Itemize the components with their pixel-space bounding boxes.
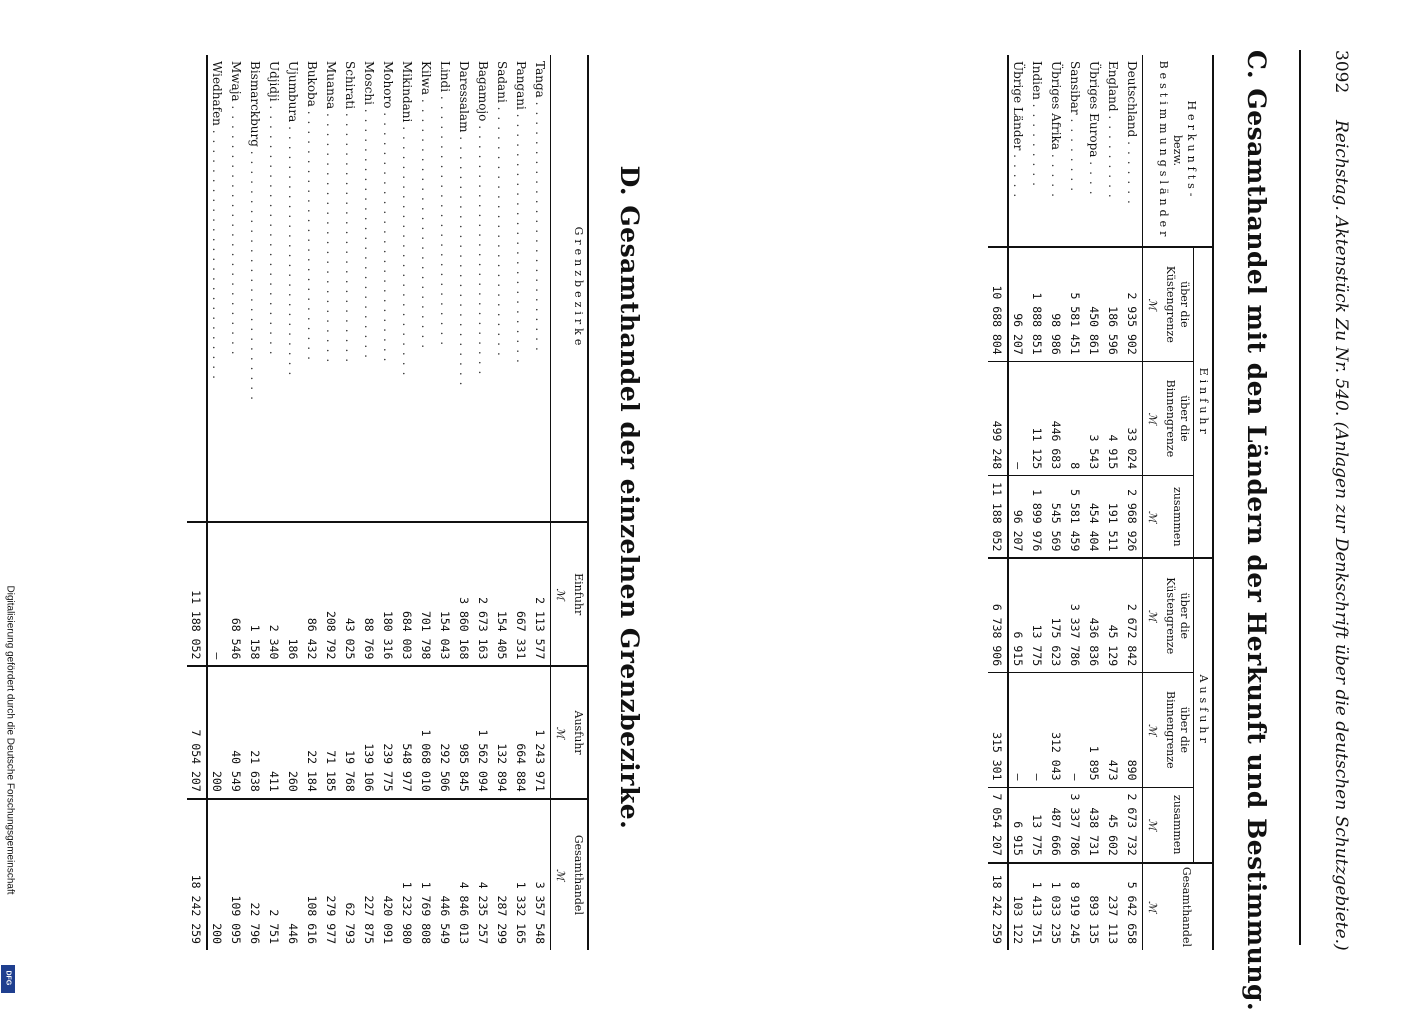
cell-ausfuhr-binnen: 890 (1123, 673, 1143, 787)
cell-ausfuhr-binnen: 1 895 (1085, 673, 1104, 787)
cell-gesamthandel: 4 235 257 (474, 799, 493, 950)
column-header-ausfuhr-binnen: über die Binnengrenze (1161, 673, 1194, 787)
cell-einfuhr-kuste: 1 888 851 (1028, 247, 1047, 361)
cell-einfuhr-zusammen: 545 569 (1047, 476, 1066, 559)
column-header-einfuhr-binnen: über die Binnengrenze (1161, 361, 1194, 475)
cell-einfuhr-kuste: 96 207 (1008, 247, 1028, 361)
cell-gesamthandel: 2 751 (265, 799, 284, 950)
section-d-title: D. Gesamthandel der einzelnen Grenzbezirke. (615, 165, 644, 830)
table-row: Pangani .......................... 667 331 664 884 1 332 165 (512, 55, 531, 950)
total-ausfuhr-zusammen: 7 054 207 (988, 787, 1008, 863)
district-name: Kilwa (419, 61, 434, 96)
cell-einfuhr: — (207, 522, 227, 666)
table-row: Mikindani .......................... 684 003 548 977 1 232 980 (398, 55, 417, 950)
cell-ausfuhr-zusammen: 3 337 786 (1066, 787, 1085, 863)
grenzbezirke-rows (207, 55, 551, 950)
country-name: Deutschland (1125, 61, 1140, 138)
cell-gesamthandel: 237 113 (1104, 863, 1123, 950)
running-header (1319, 50, 1359, 951)
column-header-einfuhr: Einfuhr (1194, 247, 1214, 558)
unit-mark: ℳ (1143, 361, 1162, 475)
cell-gesamthandel: 103 122 (1008, 863, 1028, 950)
cell-einfuhr-binnen: 11 125 (1028, 361, 1047, 475)
cell-einfuhr: 43 025 (341, 522, 360, 666)
cell-einfuhr-zusammen: 2 968 926 (1123, 476, 1143, 559)
total-einfuhr: 11 188 052 (187, 522, 207, 666)
cell-einfuhr: 86 432 (303, 522, 322, 666)
cell-ausfuhr: 132 894 (493, 666, 512, 798)
cell-ausfuhr-kuste: 13 775 (1028, 558, 1047, 672)
cell-ausfuhr: 71 185 (322, 666, 341, 798)
cell-ausfuhr-binnen: — (1008, 673, 1028, 787)
unit-mark: ℳ (551, 799, 570, 950)
dfg-logo-text: DFG (4, 970, 12, 986)
cell-gesamthandel: 420 091 (379, 799, 398, 950)
cell-gesamthandel: 1 332 165 (512, 799, 531, 950)
cell-einfuhr-binnen: 33 024 (1123, 361, 1143, 475)
column-header-grenzbezirke: Grenzbezirke (572, 226, 585, 350)
cell-ausfuhr: 985 845 (455, 666, 474, 798)
cell-gesamthandel: 446 549 (436, 799, 455, 950)
table-row: Indien ......... 1 888 851 11 125 1 899 976 13 775 — 13 775 1 413 751 (1028, 55, 1047, 950)
cell-gesamthandel: 1 769 808 (417, 799, 436, 950)
column-header-ausfuhr: Ausfuhr (569, 666, 588, 798)
district-name: Wiedhafen (210, 61, 225, 126)
cell-einfuhr-zusammen: 454 404 (1085, 476, 1104, 559)
cell-einfuhr: 667 331 (512, 522, 531, 666)
column-label-line-1: Herkunfts- (1185, 100, 1199, 201)
table-row: Ujumbura .......................... 186 260 446 (284, 55, 303, 950)
district-name: Bismarckburg (248, 61, 263, 147)
district-name: Ujumbura (286, 61, 301, 123)
district-name: Mohoro (381, 61, 396, 109)
total-einfuhr-zusammen: 11 188 052 (988, 476, 1008, 559)
cell-gesamthandel: 3 357 548 (531, 799, 551, 950)
cell-einfuhr: 180 316 (379, 522, 398, 666)
table-row: Sansibar ........ 5 581 451 8 5 581 459 3 337 786 — 3 337 786 8 919 245 (1066, 55, 1085, 950)
cell-einfuhr: 88 769 (360, 522, 379, 666)
cell-ausfuhr: 548 977 (398, 666, 417, 798)
district-name: Lindi (438, 61, 453, 93)
table-row: Übriges Afrika ..... 98 986 446 683 545 569 175 623 312 043 487 666 1 033 235 (1047, 55, 1066, 950)
cell-ausfuhr: 411 (265, 666, 284, 798)
unit-mark: ℳ (551, 522, 570, 666)
cell-einfuhr-kuste: 186 596 (1104, 247, 1123, 361)
cell-einfuhr: 3 860 168 (455, 522, 474, 666)
cell-ausfuhr-zusammen: 6 915 (1008, 787, 1028, 863)
district-name: Daressalam (457, 61, 472, 133)
total-einfuhr-binnen: 499 248 (988, 361, 1008, 475)
cell-ausfuhr-binnen: 312 043 (1047, 673, 1066, 787)
unit-mark: ℳ (551, 666, 570, 798)
cell-einfuhr: 186 (284, 522, 303, 666)
total-einfuhr-kuste: 10 688 804 (988, 247, 1008, 361)
cell-ausfuhr-kuste: 45 129 (1104, 558, 1123, 672)
cell-ausfuhr-binnen: — (1066, 673, 1085, 787)
table-row: Bagamojo .......................... 2 673 163 1 562 094 4 235 257 (474, 55, 493, 950)
table-row: Übrige Länder ..... 96 207 — 96 207 6 915 — 6 915 103 122 (1008, 55, 1028, 950)
table-row: Bukoba .......................... 86 432 22 184 108 616 (303, 55, 322, 950)
table-row: Bismarckburg .......................... 1 158 21 638 22 796 (246, 55, 265, 950)
table-row: Wiedhafen .......................... — 200 200 (207, 55, 227, 950)
cell-einfuhr: 2 113 577 (531, 522, 551, 666)
unit-mark: ℳ (1143, 787, 1162, 863)
country-name: Übriges Afrika (1049, 61, 1064, 151)
district-name: Mwaja (229, 61, 244, 102)
unit-mark: ℳ (1143, 673, 1162, 787)
cell-ausfuhr-zusammen: 2 673 732 (1123, 787, 1143, 863)
cell-einfuhr-zusammen: 191 511 (1104, 476, 1123, 559)
table-row: Muansa .......................... 208 792 71 185 279 977 (322, 55, 341, 950)
column-header-ausfuhr-kuste: über die Küstengrenze (1161, 558, 1194, 672)
section-c-title: C. Gesamthandel mit den Ländern der Herkunft und Bestimmung. (1242, 50, 1271, 1011)
total-ausfuhr-kuste: 6 738 906 (988, 558, 1008, 672)
cell-einfuhr-kuste: 98 986 (1047, 247, 1066, 361)
cell-gesamthandel: 5 642 658 (1123, 863, 1143, 950)
country-name: Übriges Europa (1087, 61, 1102, 158)
cell-einfuhr: 2 673 163 (474, 522, 493, 666)
dfg-logo (1, 965, 15, 993)
cell-einfuhr: 684 003 (398, 522, 417, 666)
cell-einfuhr-binnen: 3 543 (1085, 361, 1104, 475)
table-herkunft-bestimmung (988, 55, 1214, 950)
cell-ausfuhr: 200 (207, 666, 227, 798)
cell-ausfuhr-zusammen: 13 775 (1028, 787, 1047, 863)
district-name: Bagamojo (476, 61, 491, 122)
cell-gesamthandel: 22 796 (246, 799, 265, 950)
cell-ausfuhr-kuste: 436 836 (1085, 558, 1104, 672)
cell-ausfuhr: 21 638 (246, 666, 265, 798)
cell-einfuhr: 68 546 (227, 522, 246, 666)
cell-ausfuhr: 40 549 (227, 666, 246, 798)
district-name: Tanga (533, 61, 548, 98)
cell-einfuhr: 208 792 (322, 522, 341, 666)
digitization-note (0, 585, 16, 1000)
table-row: Lindi .......................... 154 043 292 506 446 549 (436, 55, 455, 950)
cell-ausfuhr-kuste: 3 337 786 (1066, 558, 1085, 672)
district-name: Moschi (362, 61, 377, 105)
cell-ausfuhr-kuste: 175 623 (1047, 558, 1066, 672)
cell-einfuhr-kuste: 450 861 (1085, 247, 1104, 361)
cell-gesamthandel: 200 (207, 799, 227, 950)
column-header-countries (1143, 55, 1214, 247)
table-row: Udjidji .......................... 2 340 411 2 751 (265, 55, 284, 950)
cell-einfuhr: 2 340 (265, 522, 284, 666)
cell-einfuhr-binnen: 4 915 (1104, 361, 1123, 475)
cell-ausfuhr-binnen: 473 (1104, 673, 1123, 787)
column-header-einfuhr-zusammen: zusammen (1161, 476, 1194, 559)
cell-ausfuhr-binnen: — (1028, 673, 1047, 787)
column-header-gesamthandel: Gesamthandel (1161, 863, 1213, 950)
table-row: Daressalam .......................... 3 860 168 985 845 4 846 013 (455, 55, 474, 950)
cell-ausfuhr-kuste: 2 672 842 (1123, 558, 1143, 672)
cell-gesamthandel: 446 (284, 799, 303, 950)
district-name: Muansa (324, 61, 339, 110)
column-label-line-3: Bestimmungsländer (1157, 60, 1171, 241)
country-name: Sansibar (1068, 61, 1083, 115)
country-name: England (1106, 61, 1121, 112)
total-ausfuhr: 7 054 207 (187, 666, 207, 798)
column-header-einfuhr-kuste: über die Küstengrenze (1161, 247, 1194, 361)
column-header-einfuhr: Einfuhr (569, 522, 588, 666)
table-row: England ......... 186 596 4 915 191 511 45 129 473 45 602 237 113 (1104, 55, 1123, 950)
cell-gesamthandel: 108 616 (303, 799, 322, 950)
cell-gesamthandel: 1 413 751 (1028, 863, 1047, 950)
cell-ausfuhr: 1 243 971 (531, 666, 551, 798)
cell-einfuhr-zusammen: 5 581 459 (1066, 476, 1085, 559)
cell-gesamthandel: 4 846 013 (455, 799, 474, 950)
country-name: Übrige Länder (1011, 61, 1026, 151)
table-row: Übriges Europa .... 450 861 3 543 454 404 436 836 1 895 438 731 893 135 (1085, 55, 1104, 950)
cell-gesamthandel: 109 095 (227, 799, 246, 950)
total-ausfuhr-binnen: 315 301 (988, 673, 1008, 787)
district-name: Mikindani (400, 61, 415, 123)
cell-gesamthandel: 893 135 (1085, 863, 1104, 950)
cell-ausfuhr-zusammen: 438 731 (1085, 787, 1104, 863)
cell-gesamthandel: 279 977 (322, 799, 341, 950)
table-row: Mwaja .......................... 68 546 40 549 109 095 (227, 55, 246, 950)
table-row: Tanga .......................... 2 113 577 1 243 971 3 357 548 (531, 55, 551, 950)
cell-gesamthandel: 8 919 245 (1066, 863, 1085, 950)
column-header-gesamthandel: Gesamthandel (569, 799, 588, 950)
table-row: Schirati .......................... 43 025 19 768 62 793 (341, 55, 360, 950)
column-header-ausfuhr: Ausfuhr (1194, 558, 1214, 862)
cell-einfuhr-binnen: 446 683 (1047, 361, 1066, 475)
total-row (187, 55, 207, 950)
total-gesamthandel: 18 242 259 (187, 799, 207, 950)
cell-gesamthandel: 1 033 235 (1047, 863, 1066, 950)
cell-gesamthandel: 1 232 980 (398, 799, 417, 950)
cell-ausfuhr: 22 184 (303, 666, 322, 798)
cell-einfuhr-zusammen: 96 207 (1008, 476, 1028, 559)
table-row: Moschi .......................... 88 769 139 106 227 875 (360, 55, 379, 950)
cell-einfuhr-binnen: 8 (1066, 361, 1085, 475)
country-name: Indien (1030, 61, 1045, 100)
district-name: Pangani (514, 61, 529, 110)
cell-einfuhr: 701 798 (417, 522, 436, 666)
district-name: Sadani (495, 61, 510, 103)
unit-mark: ℳ (1143, 558, 1162, 672)
cell-ausfuhr: 19 768 (341, 666, 360, 798)
column-header-ausfuhr-zusammen: zusammen (1161, 787, 1194, 863)
cell-einfuhr: 154 043 (436, 522, 455, 666)
cell-ausfuhr: 260 (284, 666, 303, 798)
cell-ausfuhr: 1 068 010 (417, 666, 436, 798)
unit-mark: ℳ (1143, 476, 1162, 559)
cell-ausfuhr: 1 562 094 (474, 666, 493, 798)
digitization-note-text: Digitalisierung gefördert durch die Deutsche Forschungsgemeinschaft (4, 585, 16, 895)
page-number: 3092 (1331, 50, 1351, 94)
cell-einfuhr-zusammen: 1 899 976 (1028, 476, 1047, 559)
cell-einfuhr-kuste: 5 581 451 (1066, 247, 1085, 361)
cell-einfuhr-kuste: 2 935 902 (1123, 247, 1143, 361)
column-label-line-2: bezw. (1171, 135, 1185, 166)
cell-ausfuhr-zusammen: 45 602 (1104, 787, 1123, 863)
cell-ausfuhr-zusammen: 487 666 (1047, 787, 1066, 863)
unit-mark: ℳ (1143, 247, 1162, 361)
cell-einfuhr: 1 158 (246, 522, 265, 666)
cell-ausfuhr: 239 775 (379, 666, 398, 798)
district-name: Schirati (343, 61, 358, 110)
cell-einfuhr: 154 405 (493, 522, 512, 666)
cell-ausfuhr-kuste: 6 915 (1008, 558, 1028, 672)
cell-ausfuhr: 664 884 (512, 666, 531, 798)
table-row: Mohoro .......................... 180 316 239 775 420 091 (379, 55, 398, 950)
total-gesamthandel: 18 242 259 (988, 863, 1008, 950)
cell-einfuhr-binnen: — (1008, 361, 1028, 475)
header-rule (1299, 50, 1301, 945)
cell-gesamthandel: 62 793 (341, 799, 360, 950)
total-row (988, 55, 1008, 950)
header-text: Reichstag. Aktenstück Zu Nr. 540. (Anlagen zur Denkschrift über die deutschen Schutzgebiete.) (1331, 120, 1351, 951)
cell-gesamthandel: 287 299 (493, 799, 512, 950)
cell-ausfuhr: 292 506 (436, 666, 455, 798)
cell-gesamthandel: 227 875 (360, 799, 379, 950)
district-name: Bukoba (305, 61, 320, 107)
table-grenzbezirke (187, 55, 589, 950)
table-row: Kilwa .......................... 701 798 1 068 010 1 769 808 (417, 55, 436, 950)
table-row: Sadani .......................... 154 405 132 894 287 299 (493, 55, 512, 950)
cell-ausfuhr: 139 106 (360, 666, 379, 798)
unit-mark: ℳ (1143, 863, 1162, 950)
table-row: Deutschland ....... 2 935 902 33 024 2 968 926 2 672 842 890 2 673 732 5 642 658 (1123, 55, 1143, 950)
district-name: Udjidji (267, 61, 282, 102)
